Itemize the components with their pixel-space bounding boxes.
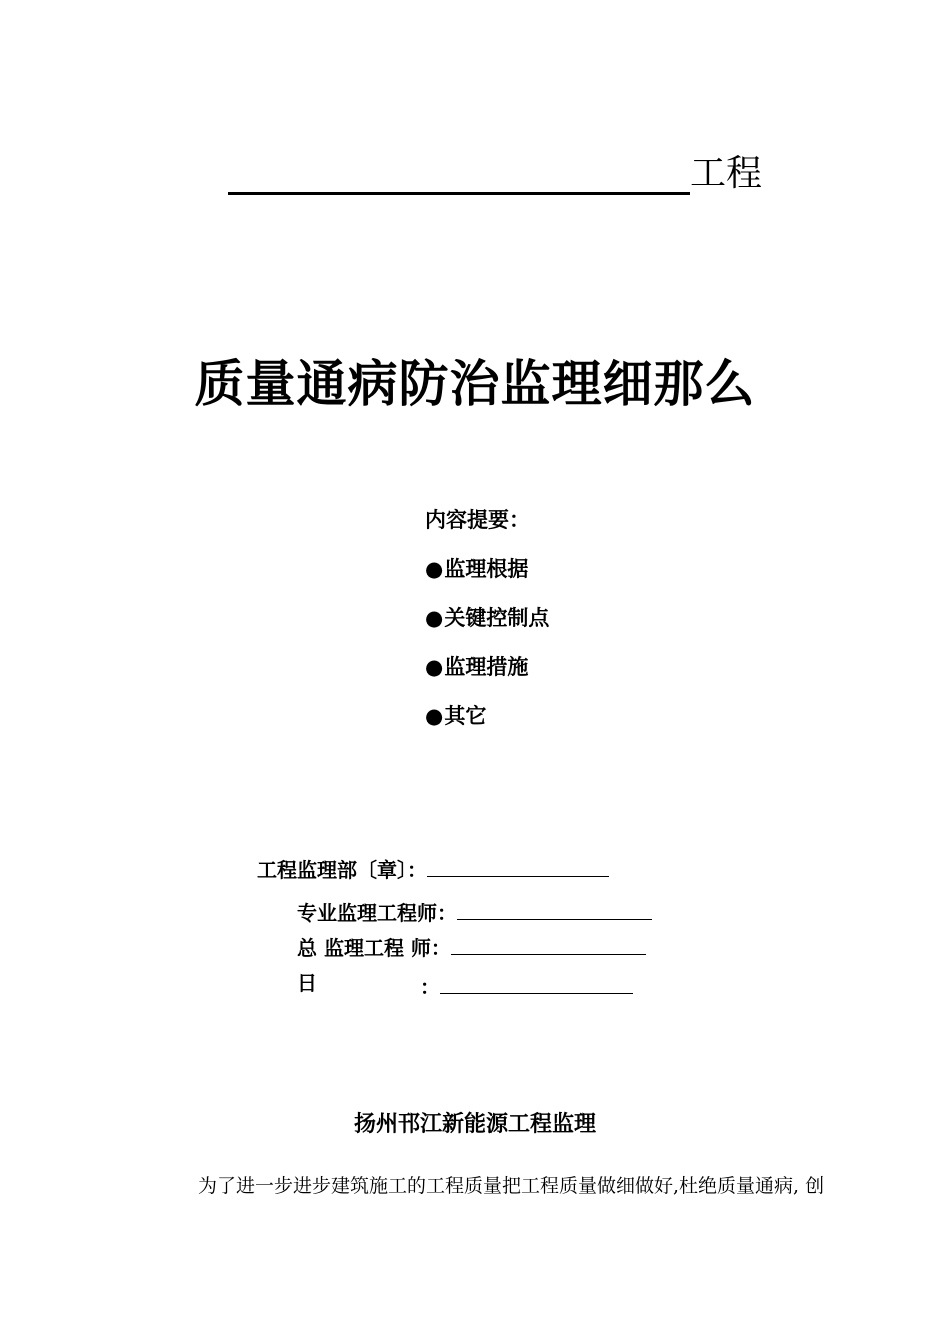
date-colon: ： — [420, 975, 440, 999]
engineer-row — [297, 899, 652, 927]
engineer-blank — [457, 899, 652, 920]
contents-item — [425, 603, 725, 633]
bullet-icon: ● — [425, 605, 444, 630]
contents-heading: 内容提要： — [425, 507, 530, 532]
company-name: 扬州邗江新能源工程监理 — [353, 1111, 596, 1137]
chief-engineer-row — [297, 934, 646, 962]
project-name-line — [228, 150, 768, 200]
contents-item — [425, 554, 725, 584]
contents-item-label: 关键控制点 — [444, 605, 550, 630]
contents-item-label: 监理措施 — [444, 654, 529, 679]
supervision-dept-label: 工程监理部〔章〕： — [257, 858, 427, 882]
chief-engineer-blank — [451, 934, 646, 955]
date-label: 日 — [297, 971, 317, 995]
engineer-label: 专业监理工程师： — [297, 901, 457, 925]
document-title: 质量通病防治监理细那么 — [194, 355, 756, 413]
bullet-icon: ● — [425, 556, 444, 581]
project-suffix: 工程 — [690, 153, 763, 194]
bullet-icon: ● — [425, 703, 444, 728]
date-field — [420, 973, 633, 1001]
intro-paragraph: 为了进一步进步建筑施工的工程质量把工程质量做细做好,杜绝质量通病, 创 — [198, 1175, 825, 1197]
contents-item-label: 其它 — [444, 703, 487, 728]
supervision-dept-row — [257, 856, 609, 884]
contents-item-label: 监理根据 — [444, 556, 529, 581]
date-blank — [440, 973, 633, 994]
supervision-dept-blank — [427, 856, 609, 877]
chief-engineer-label: 总 监理工程 师： — [297, 936, 451, 960]
date-row — [297, 969, 317, 997]
contents-item — [425, 701, 725, 731]
contents-item — [425, 652, 725, 682]
contents-summary — [425, 505, 725, 750]
bullet-icon: ● — [425, 654, 444, 679]
project-name-blank — [228, 192, 690, 195]
